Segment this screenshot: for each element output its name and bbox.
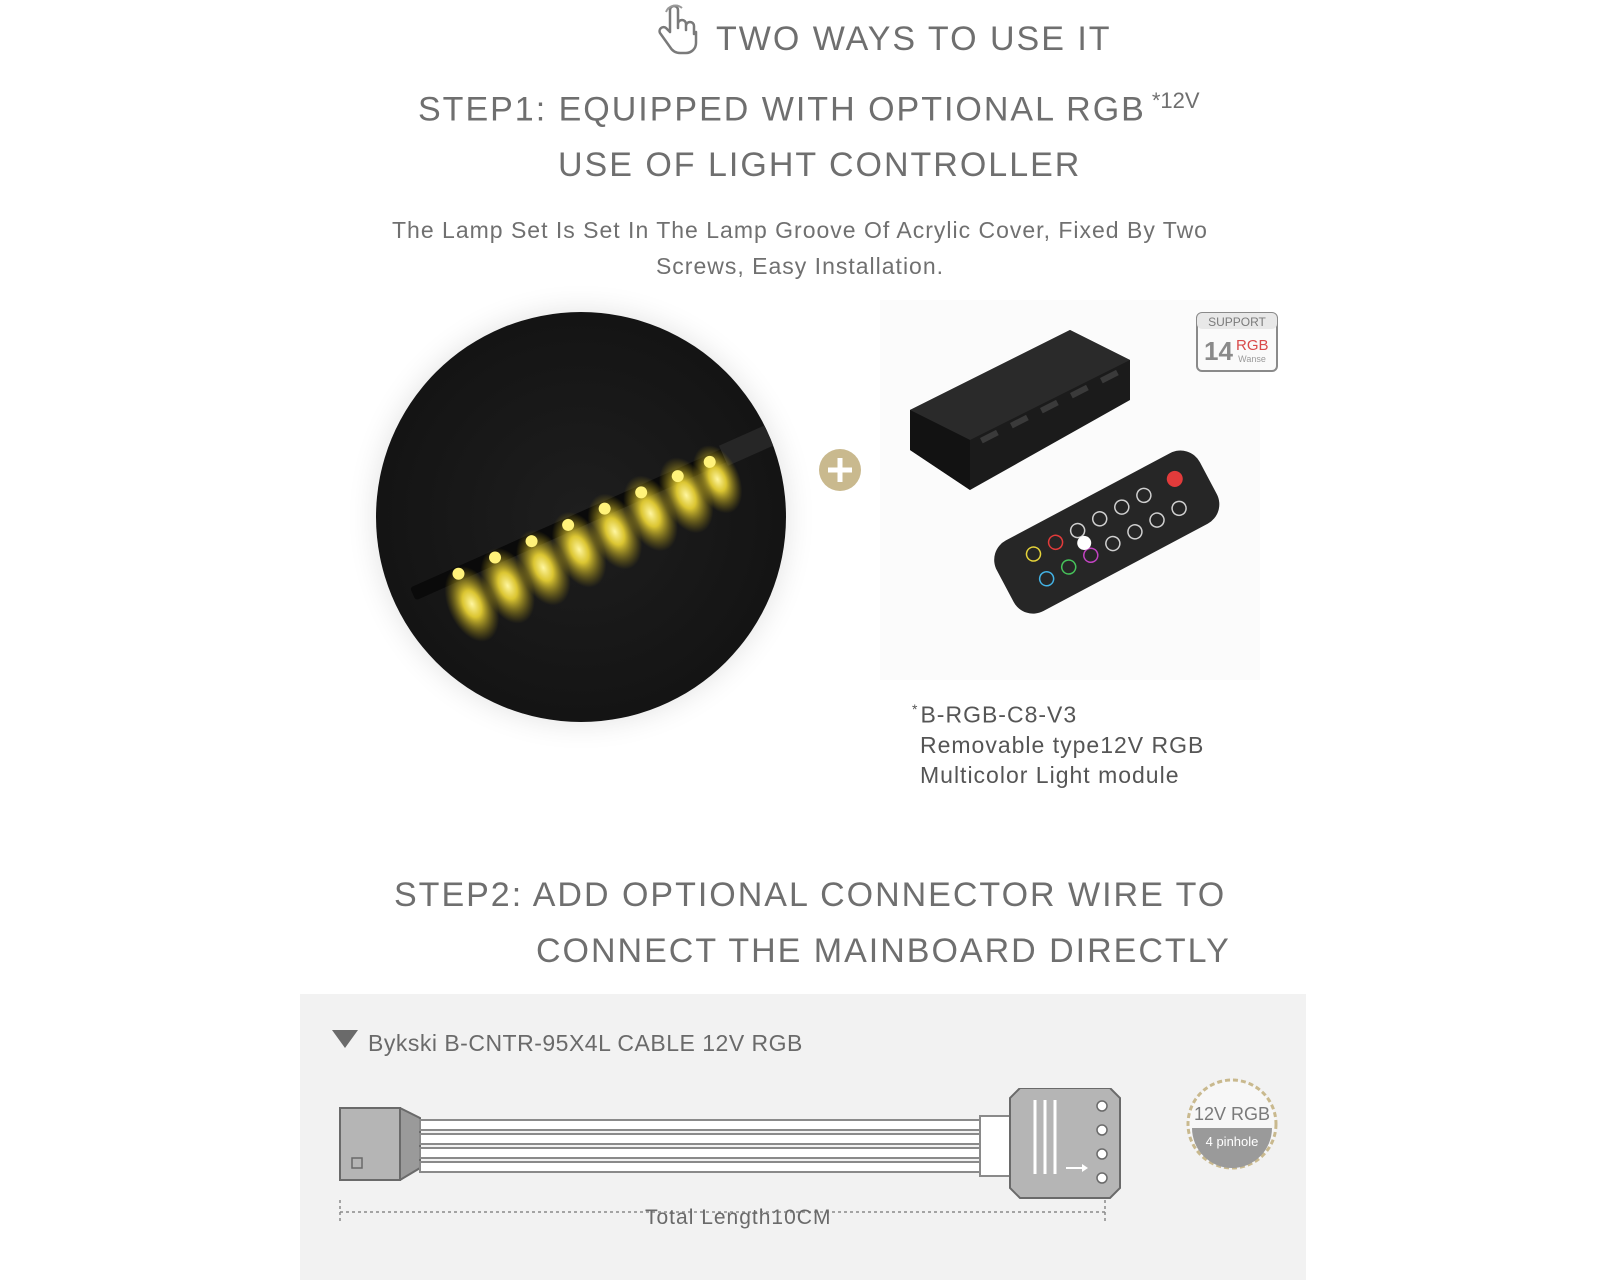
step1-heading-text: STEP1: EQUIPPED WITH OPTIONAL RGB (418, 90, 1146, 129)
controller-and-remote-image (900, 320, 1240, 640)
caption-line3: Multicolor Light module (920, 761, 1180, 788)
seal-bottom-text: 4 pinhole (1205, 1134, 1259, 1149)
step1-subheading: USE OF LIGHT CONTROLLER (558, 146, 1082, 184)
step2-subheading: CONNECT THE MAINBOARD DIRECTLY (536, 932, 1231, 970)
triangle-down-icon (332, 1030, 358, 1048)
hand-pointer-icon (652, 2, 704, 60)
rgb-pinhole-seal (1184, 1076, 1280, 1172)
caption-star: * (912, 701, 919, 717)
support-rgb-badge (1196, 312, 1278, 372)
cable-length-label: Total Length10CM (645, 1206, 832, 1229)
led-lamp-image (376, 312, 786, 722)
header-title: TWO WAYS TO USE IT (716, 20, 1112, 58)
cable-title: Bykski B-CNTR-95X4L CABLE 12V RGB (368, 1030, 803, 1056)
seal-top-text: 12V RGB (1193, 1104, 1271, 1124)
controller-caption (912, 694, 1204, 790)
caption-line2: Removable type12V RGB (920, 731, 1205, 758)
badge-support-text: SUPPORT (1208, 315, 1266, 329)
plus-icon (818, 448, 862, 492)
step1-description: The Lamp Set Is Set In The Lamp Groove Of Acrylic Cover, Fixed By Two Screws, Easy Installation. (392, 217, 1208, 279)
badge-number: 14 (1204, 336, 1233, 366)
caption-model: B-RGB-C8-V3 (920, 701, 1078, 728)
step1-heading (418, 88, 1200, 129)
badge-rgb: RGB (1236, 337, 1269, 354)
step1-superscript: *12V (1151, 88, 1200, 113)
step2-heading: STEP2: ADD OPTIONAL CONNECTOR WIRE TO (394, 876, 1227, 914)
caption-line1 (912, 694, 1204, 730)
badge-brand: Wanse (1238, 354, 1266, 364)
